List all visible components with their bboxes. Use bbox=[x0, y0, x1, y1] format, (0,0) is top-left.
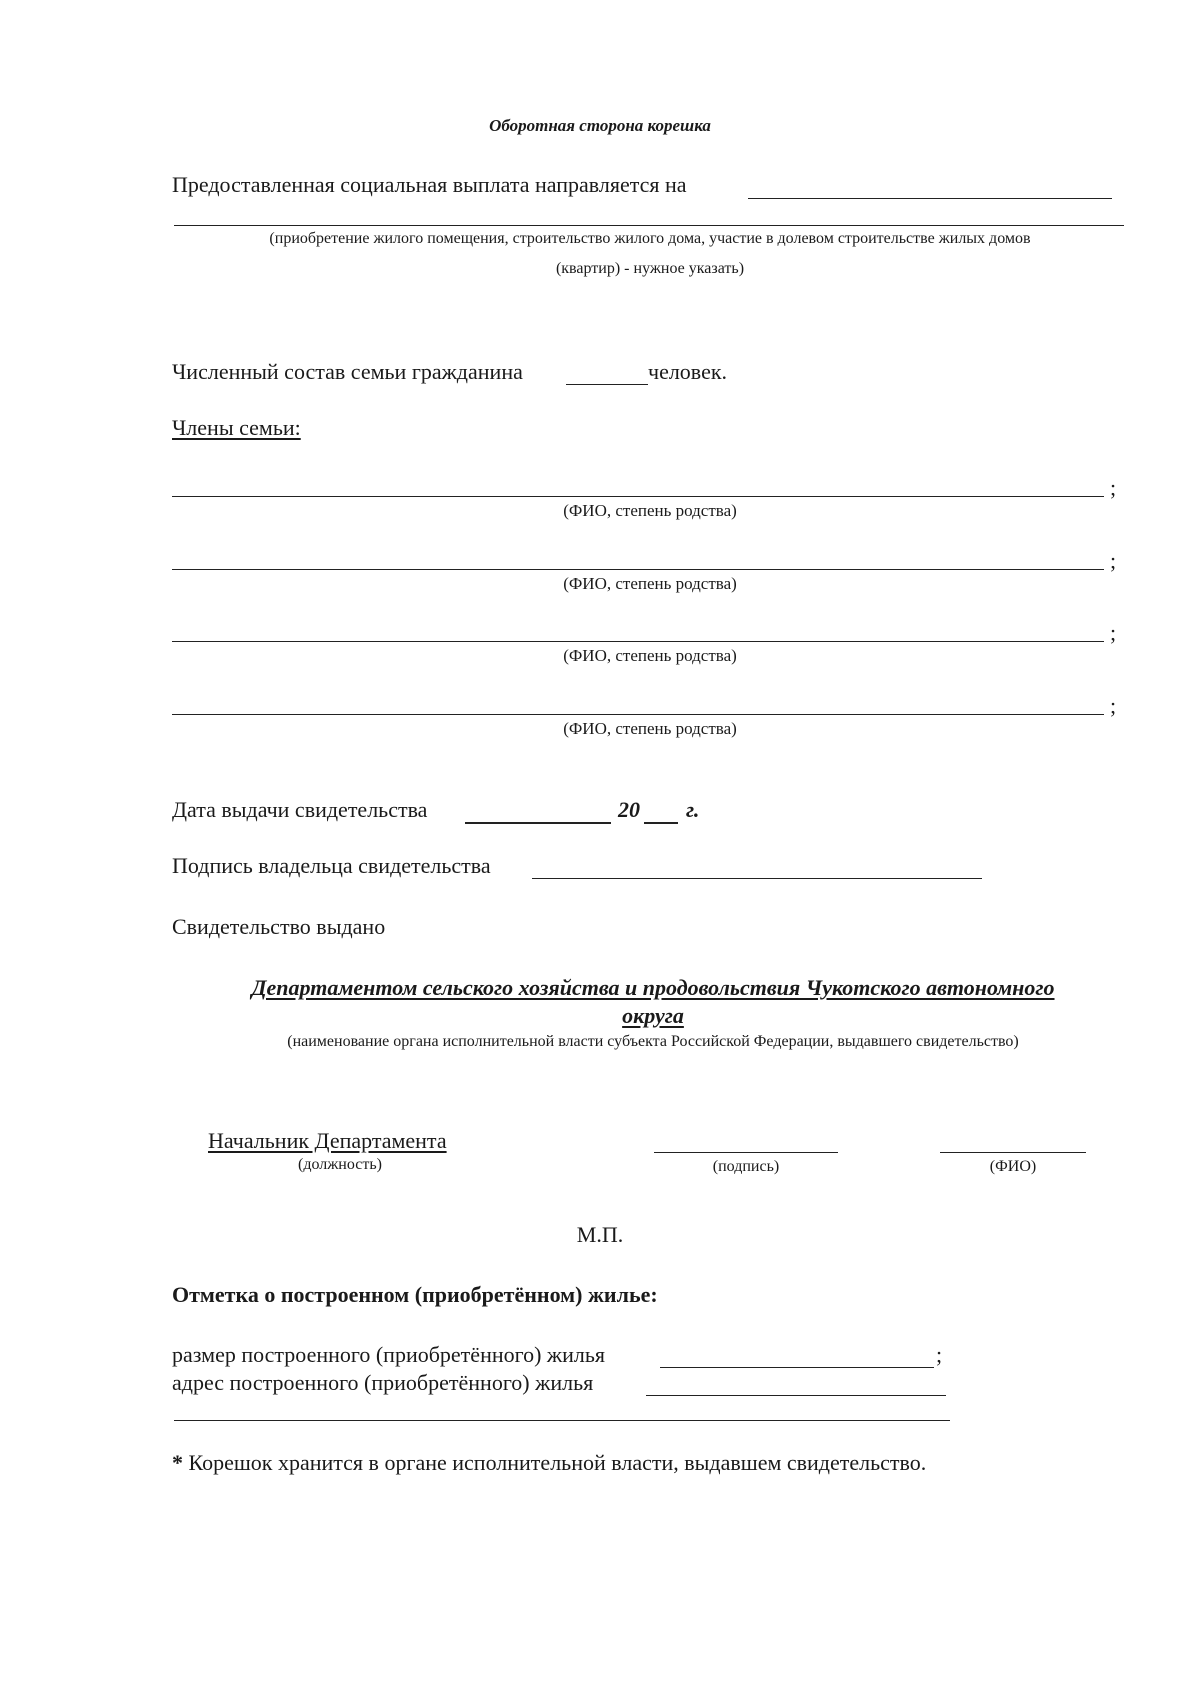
housing-size-label: размер построенного (приобретённого) жилья bbox=[172, 1342, 606, 1367]
family-member-hint: (ФИО, степень родства) bbox=[563, 501, 737, 520]
issue-year-input[interactable] bbox=[644, 822, 678, 824]
owner-signature-input[interactable] bbox=[532, 878, 982, 879]
family-members-label: Члены семьи: bbox=[172, 415, 301, 440]
position-hint: (должность) bbox=[298, 1156, 382, 1173]
owner-signature-label: Подпись владельца свидетельства bbox=[172, 853, 491, 878]
issuing-authority-2: округа bbox=[622, 1003, 684, 1028]
payment-input-line[interactable] bbox=[748, 198, 1112, 199]
family-member-sep: ; bbox=[1110, 475, 1117, 500]
family-member-sep: ; bbox=[1110, 693, 1117, 718]
family-count-label: Численный состав семьи гражданина bbox=[172, 359, 523, 384]
housing-section-title: Отметка о построенном (приобретённом) жилье: bbox=[172, 1282, 658, 1307]
issue-year-suffix: г. bbox=[686, 797, 700, 822]
footnote-asterisk: * bbox=[172, 1450, 183, 1475]
signature-hint: (подпись) bbox=[712, 1158, 780, 1175]
issue-date-label: Дата выдачи свидетельства bbox=[172, 797, 428, 822]
issue-year-prefix: 20 bbox=[618, 797, 640, 822]
name-hint: (ФИО) bbox=[989, 1158, 1037, 1175]
housing-size-sep: ; bbox=[936, 1342, 943, 1367]
payment-hint: (приобретение жилого помещения, строительство жилого дома, участие в долевом строительстве жилых домов bbox=[269, 230, 1031, 247]
stamp-place: М.П. bbox=[576, 1222, 624, 1247]
family-member-hint: (ФИО, степень родства) bbox=[563, 574, 737, 593]
issue-date-input[interactable] bbox=[465, 822, 611, 824]
payment-label: Предоставленная социальная выплата направляется на bbox=[172, 172, 687, 197]
family-member-hint: (ФИО, степень родства) bbox=[563, 646, 737, 665]
family-member-line[interactable] bbox=[172, 641, 1104, 642]
housing-address-label: адрес построенного (приобретённого) жилья bbox=[172, 1370, 594, 1395]
family-count-suffix: человек. bbox=[648, 359, 728, 384]
page-title: Оборотная сторона корешка bbox=[489, 116, 711, 135]
name-line[interactable] bbox=[940, 1152, 1086, 1153]
family-member-line[interactable] bbox=[172, 569, 1104, 570]
housing-size-input[interactable] bbox=[660, 1367, 934, 1368]
footnote bbox=[172, 1450, 926, 1476]
housing-address-input[interactable] bbox=[646, 1395, 946, 1396]
position-value: Начальник Департамента bbox=[208, 1128, 447, 1153]
family-member-line[interactable] bbox=[172, 496, 1104, 497]
family-member-line[interactable] bbox=[172, 714, 1104, 715]
housing-address-input-2[interactable] bbox=[174, 1420, 950, 1421]
issued-by-label: Свидетельство выдано bbox=[172, 914, 386, 939]
signature-line[interactable] bbox=[654, 1152, 838, 1153]
family-count-input[interactable] bbox=[566, 384, 648, 385]
family-member-sep: ; bbox=[1110, 548, 1117, 573]
footnote-text: Корешок хранится в органе исполнительной власти, выдавшем свидетельство. bbox=[188, 1450, 927, 1475]
family-member-hint: (ФИО, степень родства) bbox=[563, 719, 737, 738]
payment-input-line-2[interactable] bbox=[174, 225, 1124, 226]
family-member-sep: ; bbox=[1110, 620, 1117, 645]
payment-hint-2: (квартир) - нужное указать) bbox=[555, 260, 745, 277]
issuing-authority: Департаментом сельского хозяйства и продовольствия Чукотского автономного bbox=[251, 975, 1055, 1000]
issuing-authority-hint: (наименование органа исполнительной власти субъекта Российской Федерации, выдавшего свидетельство) bbox=[287, 1033, 1019, 1050]
